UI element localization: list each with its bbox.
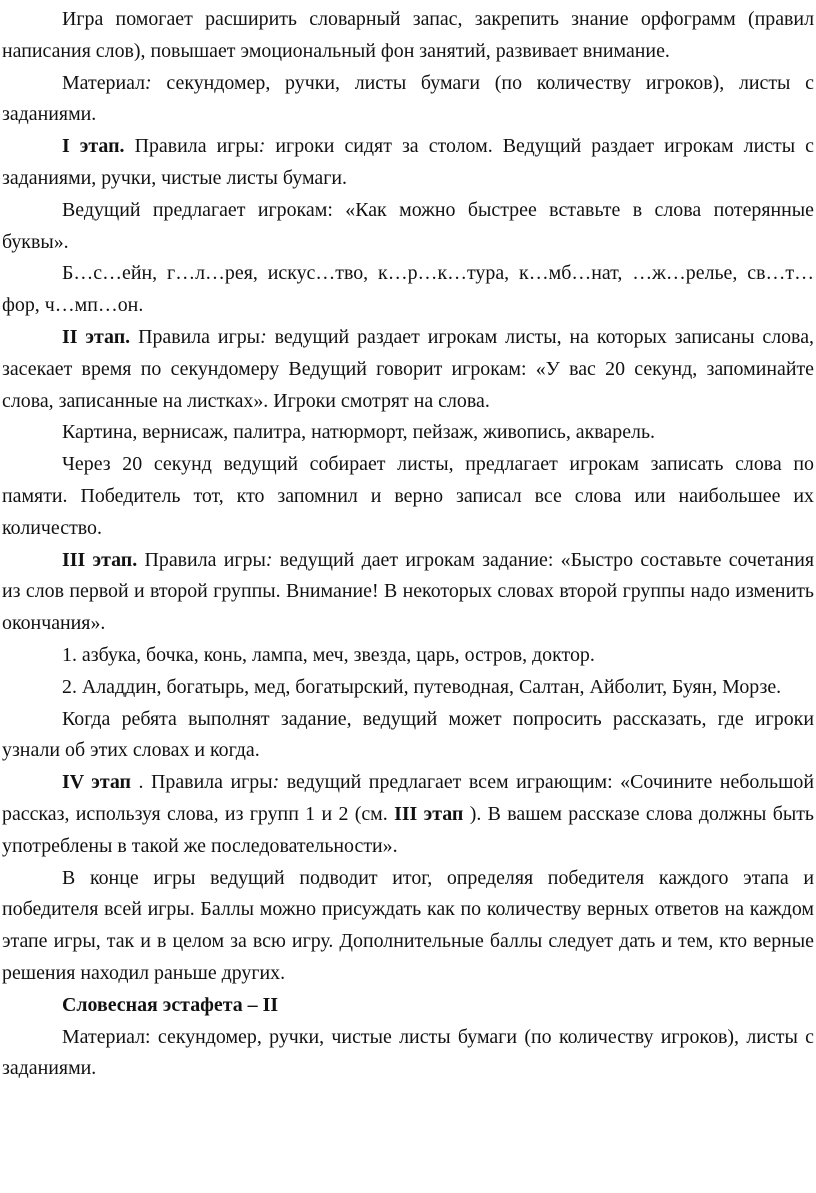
section-heading: Словесная эстафета – II xyxy=(62,993,279,1016)
paragraph-stage-2-result: Через 20 секунд ведущий собирает листы, предлагает игрокам записать слова по памяти. Победитель тот, кто запомнил и верно записал все слова или наибольшее их количество. xyxy=(2,453,814,539)
stage-2-label: II этап. xyxy=(62,325,131,348)
stage-3-reference: III этап xyxy=(394,802,464,825)
paragraph-stage-3-followup: Когда ребята выполнят задание, ведущий может попросить рассказать, где игроки узнали об этих словах и когда. xyxy=(2,707,814,762)
material-label: Материал xyxy=(62,71,146,94)
stage-4-label: IV этап xyxy=(62,771,132,794)
paragraph-word-list: Картина, вернисаж, палитра, натюрморт, пейзаж, живопись, акварель. xyxy=(62,421,655,444)
paragraph-missing-letters: Б…с…ейн, г…л…рея, искус…тво, к…р…к…тура, к…мб…нат, …ж…релье, св…т…фор, ч…мп…он. xyxy=(2,262,814,317)
paragraph-stage-1-instruction: Ведущий предлагает игрокам: «Как можно быстрее вставьте в слова потерянные буквы». xyxy=(2,198,814,253)
paragraph-stage-1: I этап. Правила игры: игроки сидят за столом. Ведущий раздает игрокам листы с заданиями, ручки, чистые листы бумаги. xyxy=(2,135,814,189)
paragraph-material-2: Материал: секундомер, ручки, чистые листы бумаги (по количеству игроков), листы с заданиями. xyxy=(2,1025,814,1080)
paragraph-material: Материал: секундомер, ручки, листы бумаги (по количеству игроков), листы с заданиями. xyxy=(2,71,814,126)
paragraph-group-1: 1. азбука, бочка, конь, лампа, меч, звезда, царь, остров, доктор. xyxy=(62,643,595,666)
paragraph-stage-3: III этап. Правила игры: ведущий дает игрокам задание: «Быстро составьте сочетания из слов первой и второй группы. Внимание! В некоторых словах второй группы надо изменить окончания». xyxy=(2,548,814,635)
paragraph-conclusion: В конце игры ведущий подводит итог, определяя победителя каждого этапа и победителя всей игры. Баллы можно присуждать как по количеству верных ответов на каждом этапе игры, так и в целом за всю игру. Дополнительные баллы следует дать и тем, кто верные решения находил раньше других. xyxy=(2,866,814,984)
paragraph-group-2: 2. Аладдин, богатырь, мед, богатырский, путеводная, Салтан, Айболит, Буян, Морзе. xyxy=(62,675,782,698)
paragraph-intro: Игра помогает расширить словарный запас, закрепить знание орфограмм (правил написания слов), повышает эмоциональный фон занятий, развивает внимание. xyxy=(2,8,814,62)
paragraph-stage-2: II этап. Правила игры: ведущий раздает игрокам листы, на которых записаны слова, засекает время по секундомеру Ведущий говорит игрокам: «У вас 20 секунд, запоминайте слова, записанные на листках». Игроки смотрят на слова. xyxy=(2,325,814,412)
stage-3-label: III этап. xyxy=(62,548,138,571)
paragraph-stage-4: IV этап . Правила игры: ведущий предлагает всем играющим: «Сочините небольшой рассказ, используя слова, из групп 1 и 2 (см. III этап ). В вашем рассказе слова должны быть употреблены в такой же последовательности». xyxy=(2,771,814,857)
stage-1-label: I этап. xyxy=(62,135,125,158)
